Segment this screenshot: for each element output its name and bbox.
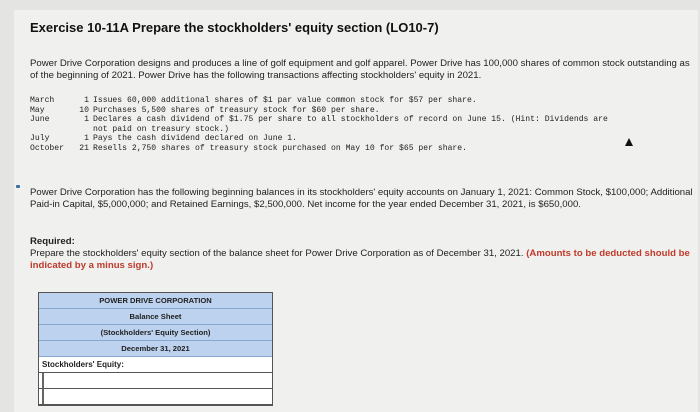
required-emphasis: (Amounts to be deducted should be indicated by a minus sign.) [30, 248, 690, 271]
transaction-text: Resells 2,750 shares of treasury stock purchased on May 10 for $65 per share. [93, 143, 467, 153]
account-input-cell[interactable] [42, 389, 272, 404]
required-text: Prepare the stockholders' equity section of the balance sheet for Power Drive Corporation as of December 31, 2021. [30, 248, 524, 259]
transaction-text: Declares a cash dividend of $1.75 per share to all stockholders of record on June 15. (Hint: Dividends are [93, 115, 608, 125]
required-section [30, 236, 694, 272]
exercise-page [14, 10, 698, 412]
transaction-month: May [30, 105, 45, 115]
account-input-row[interactable] [39, 373, 272, 389]
transaction-row [30, 134, 693, 144]
transaction-text: Pays the cash dividend declared on June 1. [93, 134, 297, 144]
transaction-day: 1 [84, 96, 89, 105]
account-input-cell[interactable] [42, 373, 272, 388]
transaction-day: 1 [84, 115, 89, 125]
transaction-row [30, 125, 693, 135]
balance-sheet-form [38, 292, 273, 406]
statement-section: (Stockholders' Equity Section) [39, 325, 272, 341]
balance-sheet-header [39, 293, 272, 357]
transactions-list [30, 96, 693, 154]
stockholders-equity-label: Stockholders' Equity: [39, 357, 272, 373]
transaction-day: 10 [79, 105, 89, 115]
statement-date: December 31, 2021 [39, 341, 272, 357]
transaction-day: 1 [84, 134, 89, 144]
transaction-row [30, 144, 693, 154]
transaction-text: Issues 60,000 additional shares of $1 par value common stock for $57 per share. [93, 96, 477, 105]
transaction-row [30, 96, 693, 106]
transaction-row [30, 115, 693, 125]
mouse-cursor-icon [625, 138, 633, 146]
required-heading: Required: [30, 236, 75, 247]
left-margin-marker [16, 185, 20, 188]
transaction-month [30, 125, 76, 135]
transaction-month: July [30, 134, 50, 144]
account-input-row[interactable] [39, 389, 272, 405]
transaction-month: June [30, 115, 50, 125]
transaction-text: not paid on treasury stock.) [93, 124, 229, 134]
transaction-row [30, 106, 693, 116]
beginning-balances-paragraph: Power Drive Corporation has the following beginning balances in its stockholders' equity accounts on January 1, 2021: Common Stock, $100,000; Additional Paid-in Capital, $5,000,000; and Retained Earnings, $2,500,000. Net income for the year ended December 31, 2021, is $650,000. [30, 187, 693, 210]
company-name: POWER DRIVE CORPORATION [39, 293, 272, 309]
transaction-text: Purchases 5,500 shares of treasury stock for $60 per share. [93, 105, 380, 115]
exercise-title: Exercise 10-11A Prepare the stockholders' equity section (LO10-7) [30, 20, 439, 35]
transaction-month: March [30, 96, 55, 105]
statement-name: Balance Sheet [39, 309, 272, 325]
transaction-month: October [30, 143, 64, 153]
transaction-day: 21 [79, 143, 89, 153]
intro-paragraph: Power Drive Corporation designs and produces a line of golf equipment and golf apparel. Power Drive has 100,000 shares of common stock outstanding as of the beginning of 2021. Power Drive has the following transactions affecting stockholders' equity in 2021. [30, 58, 690, 81]
transaction-day [76, 125, 93, 135]
